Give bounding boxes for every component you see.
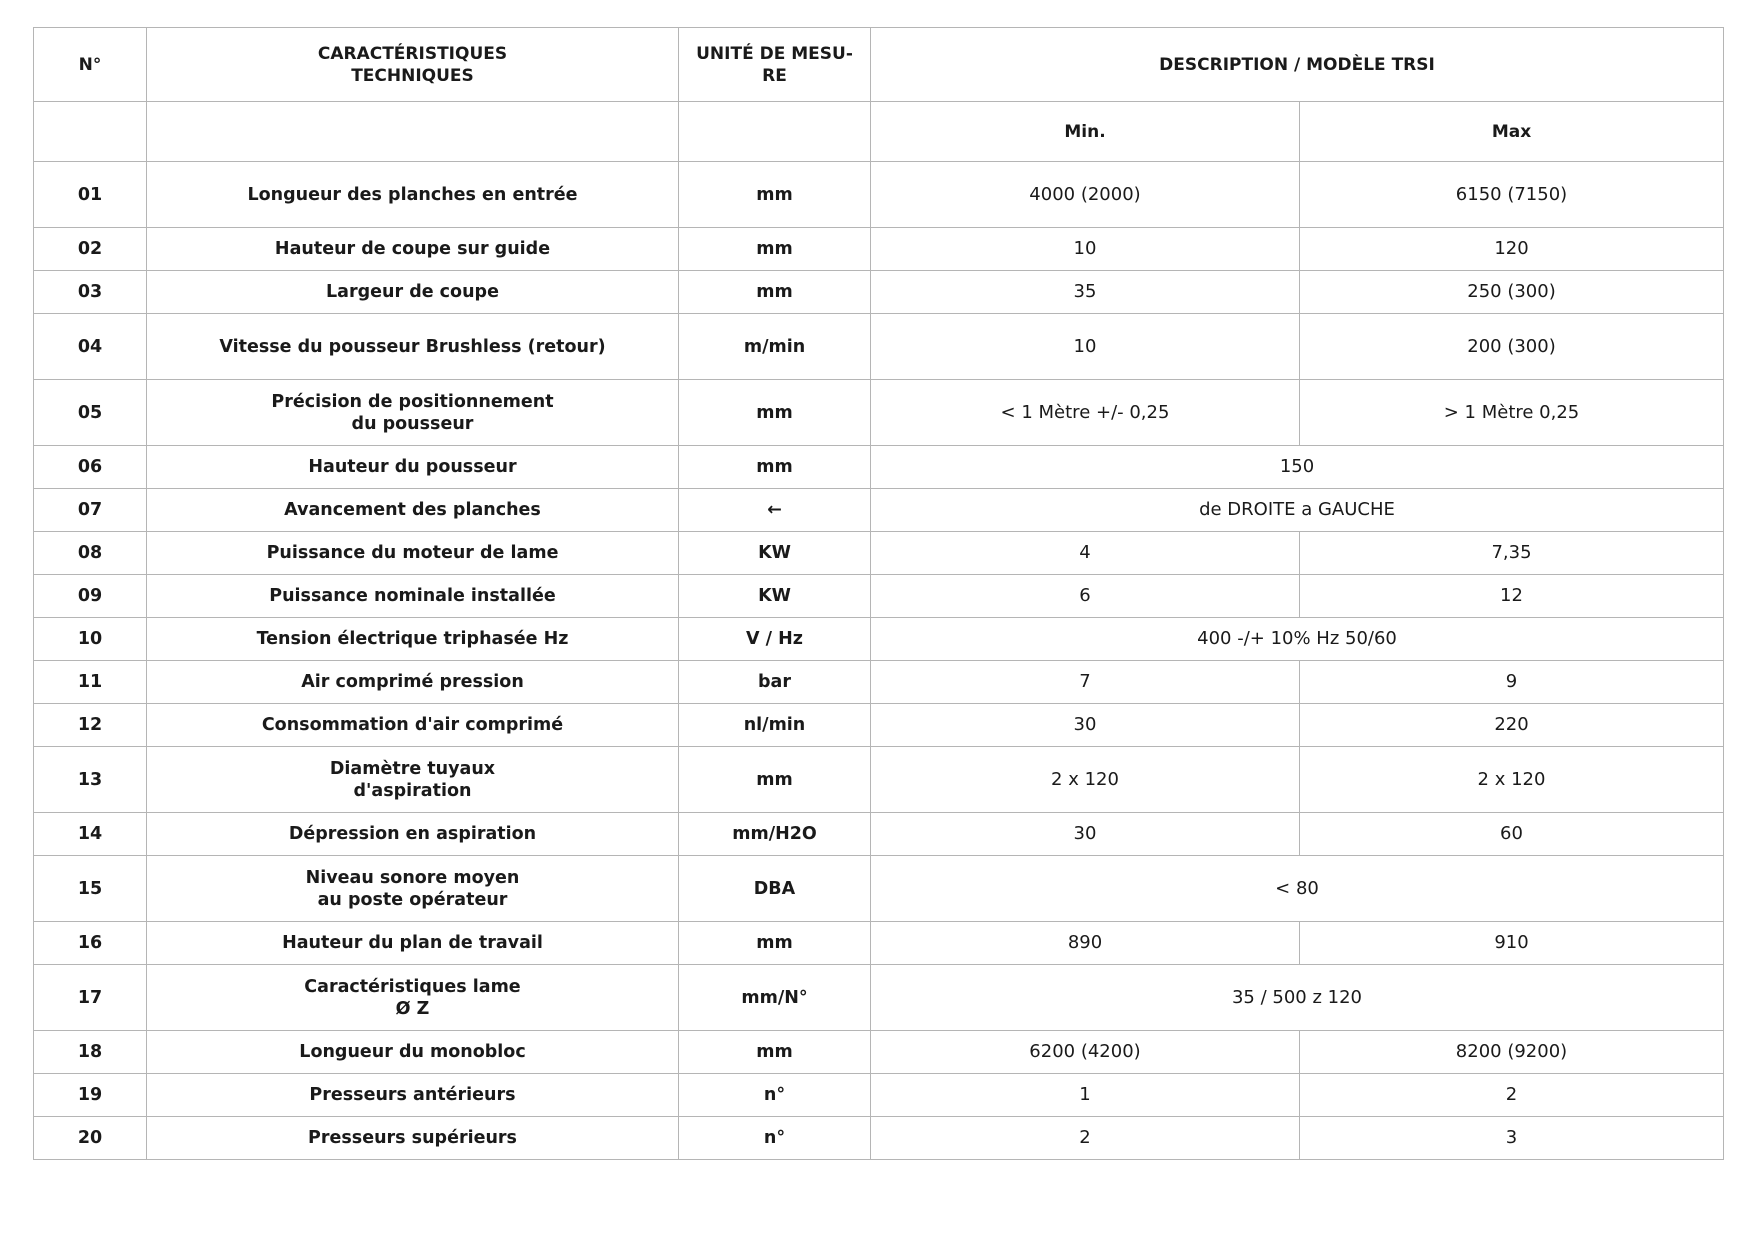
row-value-span: 400 -/+ 10% Hz 50/60 xyxy=(871,618,1724,661)
row-number: 07 xyxy=(34,489,147,532)
row-value-max: 2 x 120 xyxy=(1300,747,1724,813)
row-value-min: 35 xyxy=(871,271,1300,314)
table-row xyxy=(34,1117,1724,1160)
row-characteristic xyxy=(147,856,679,922)
table-row xyxy=(34,704,1724,747)
row-number: 20 xyxy=(34,1117,147,1160)
col-header-number: N° xyxy=(34,28,147,102)
row-characteristic-line: Hauteur de coupe sur guide xyxy=(274,239,551,259)
subheader-empty-characteristics xyxy=(147,102,679,162)
row-number: 02 xyxy=(34,228,147,271)
row-value-max: 7,35 xyxy=(1300,532,1724,575)
row-unit: mm xyxy=(679,380,871,446)
row-unit: ← xyxy=(679,489,871,532)
row-characteristic xyxy=(147,618,679,661)
row-number: 06 xyxy=(34,446,147,489)
row-unit: mm xyxy=(679,446,871,489)
table-row xyxy=(34,661,1724,704)
row-number: 10 xyxy=(34,618,147,661)
row-characteristic-line: Ø Z xyxy=(395,998,430,1019)
subheader-empty-number xyxy=(34,102,147,162)
row-unit: n° xyxy=(679,1074,871,1117)
row-characteristic xyxy=(147,380,679,446)
row-unit: mm xyxy=(679,228,871,271)
row-number: 19 xyxy=(34,1074,147,1117)
row-number: 09 xyxy=(34,575,147,618)
col-header-unit xyxy=(679,28,871,102)
row-characteristic-line: au poste opérateur xyxy=(317,889,508,910)
row-characteristic-line: Longueur des planches en entrée xyxy=(247,184,578,205)
row-characteristic xyxy=(147,1031,679,1074)
row-unit: mm/N° xyxy=(679,965,871,1031)
col-header-description: DESCRIPTION / MODÈLE TRSI xyxy=(871,28,1724,102)
row-value-min: 1 xyxy=(871,1074,1300,1117)
row-value-max: 120 xyxy=(1300,228,1724,271)
row-unit: nl/min xyxy=(679,704,871,747)
col-header-unit-line2: RE xyxy=(762,65,787,86)
header-row xyxy=(34,28,1724,102)
row-number: 13 xyxy=(34,747,147,813)
row-characteristic xyxy=(147,271,679,314)
spec-table xyxy=(33,27,1724,1160)
row-characteristic-line: Dépression en aspiration xyxy=(288,824,537,844)
table-row xyxy=(34,228,1724,271)
row-number: 04 xyxy=(34,314,147,380)
row-unit: mm xyxy=(679,1031,871,1074)
row-characteristic-line: Caractéristiques lame xyxy=(304,976,521,997)
row-value-min: 30 xyxy=(871,704,1300,747)
row-value-min: 6 xyxy=(871,575,1300,618)
table-row xyxy=(34,965,1724,1031)
table-row xyxy=(34,532,1724,575)
row-value-max: 3 xyxy=(1300,1117,1724,1160)
row-value-max: 60 xyxy=(1300,813,1724,856)
row-value-max: 2 xyxy=(1300,1074,1724,1117)
col-header-characteristics xyxy=(147,28,679,102)
row-characteristic xyxy=(147,314,679,380)
row-characteristic-line: Diamètre tuyaux xyxy=(329,758,496,779)
col-header-characteristics-line2: TECHNIQUES xyxy=(351,65,474,86)
row-characteristic xyxy=(147,813,679,856)
row-characteristic-line: Hauteur du plan de travail xyxy=(282,933,543,953)
row-characteristic-line: Puissance nominale installée xyxy=(269,586,556,606)
row-value-max: 12 xyxy=(1300,575,1724,618)
subheader-row xyxy=(34,102,1724,162)
row-characteristic-line: Puissance du moteur de lame xyxy=(266,543,559,563)
row-unit: mm xyxy=(679,747,871,813)
row-value-max: 9 xyxy=(1300,661,1724,704)
row-characteristic xyxy=(147,1117,679,1160)
row-value-max: 8200 (9200) xyxy=(1300,1031,1724,1074)
subheader-min: Min. xyxy=(871,102,1300,162)
row-number: 15 xyxy=(34,856,147,922)
row-unit: mm xyxy=(679,162,871,228)
row-characteristic xyxy=(147,575,679,618)
row-characteristic xyxy=(147,228,679,271)
row-unit: V / Hz xyxy=(679,618,871,661)
row-characteristic xyxy=(147,965,679,1031)
col-header-unit-line1: UNITÉ DE MESU- xyxy=(696,43,853,64)
row-unit: mm/H2O xyxy=(679,813,871,856)
row-characteristic-line: Hauteur du pousseur xyxy=(308,457,517,477)
row-characteristic xyxy=(147,661,679,704)
row-number: 03 xyxy=(34,271,147,314)
row-unit: bar xyxy=(679,661,871,704)
row-value-min: 30 xyxy=(871,813,1300,856)
row-value-min: 4000 (2000) xyxy=(871,162,1300,228)
col-header-characteristics-line1: CARACTÉRISTIQUES xyxy=(317,43,508,64)
row-value-min: 6200 (4200) xyxy=(871,1031,1300,1074)
row-number: 18 xyxy=(34,1031,147,1074)
row-characteristic-line: d'aspiration xyxy=(353,780,472,801)
row-number: 01 xyxy=(34,162,147,228)
table-row xyxy=(34,271,1724,314)
spec-table-body xyxy=(34,162,1724,1160)
row-value-span: 150 xyxy=(871,446,1724,489)
row-characteristic-line: Vitesse du pousseur Brushless (retour) xyxy=(219,336,606,357)
row-value-min: 890 xyxy=(871,922,1300,965)
row-characteristic-line: Longueur du monobloc xyxy=(299,1042,526,1062)
row-characteristic-line: Presseurs antérieurs xyxy=(309,1085,516,1105)
table-row xyxy=(34,1031,1724,1074)
row-characteristic xyxy=(147,1074,679,1117)
row-number: 08 xyxy=(34,532,147,575)
row-unit: n° xyxy=(679,1117,871,1160)
table-row xyxy=(34,618,1724,661)
row-unit: mm xyxy=(679,922,871,965)
row-value-min: 2 xyxy=(871,1117,1300,1160)
row-unit: KW xyxy=(679,575,871,618)
row-unit: mm xyxy=(679,271,871,314)
table-row xyxy=(34,575,1724,618)
row-value-max: 250 (300) xyxy=(1300,271,1724,314)
table-row xyxy=(34,1074,1724,1117)
row-number: 16 xyxy=(34,922,147,965)
row-characteristic xyxy=(147,532,679,575)
row-value-min: 7 xyxy=(871,661,1300,704)
row-unit: DBA xyxy=(679,856,871,922)
row-characteristic-line: Air comprimé pression xyxy=(301,672,524,692)
subheader-empty-unit xyxy=(679,102,871,162)
row-unit: m/min xyxy=(679,314,871,380)
row-value-max: 200 (300) xyxy=(1300,314,1724,380)
row-characteristic-line: Précision de positionnement xyxy=(271,391,554,412)
row-value-min: 2 x 120 xyxy=(871,747,1300,813)
row-characteristic-line: Avancement des planches xyxy=(284,500,541,520)
table-row xyxy=(34,314,1724,380)
row-characteristic-line: du pousseur xyxy=(351,413,474,434)
table-row xyxy=(34,922,1724,965)
row-value-min: 10 xyxy=(871,314,1300,380)
row-characteristic-line: Largeur de coupe xyxy=(326,282,499,302)
table-row xyxy=(34,380,1724,446)
table-row xyxy=(34,813,1724,856)
row-characteristic xyxy=(147,446,679,489)
table-row xyxy=(34,162,1724,228)
subheader-max: Max xyxy=(1300,102,1724,162)
table-row xyxy=(34,446,1724,489)
row-characteristic xyxy=(147,704,679,747)
row-value-max: 220 xyxy=(1300,704,1724,747)
row-value-max: 6150 (7150) xyxy=(1300,162,1724,228)
row-value-min: < 1 Mètre +/- 0,25 xyxy=(871,380,1300,446)
row-characteristic-line: Tension électrique triphasée Hz xyxy=(256,629,569,649)
row-characteristic xyxy=(147,162,679,228)
row-value-span: < 80 xyxy=(871,856,1724,922)
row-value-min: 4 xyxy=(871,532,1300,575)
row-number: 17 xyxy=(34,965,147,1031)
row-characteristic xyxy=(147,747,679,813)
row-number: 11 xyxy=(34,661,147,704)
row-number: 05 xyxy=(34,380,147,446)
row-number: 14 xyxy=(34,813,147,856)
row-characteristic-line: Consommation d'air comprimé xyxy=(261,715,564,735)
row-unit: KW xyxy=(679,532,871,575)
row-characteristic-line: Presseurs supérieurs xyxy=(308,1128,517,1148)
table-row xyxy=(34,489,1724,532)
row-value-span: de DROITE a GAUCHE xyxy=(871,489,1724,532)
table-row xyxy=(34,856,1724,922)
row-value-span: 35 / 500 z 120 xyxy=(871,965,1724,1031)
table-row xyxy=(34,747,1724,813)
row-characteristic xyxy=(147,489,679,532)
row-number: 12 xyxy=(34,704,147,747)
row-value-max: > 1 Mètre 0,25 xyxy=(1300,380,1724,446)
row-characteristic xyxy=(147,922,679,965)
row-characteristic-line: Niveau sonore moyen xyxy=(305,867,520,888)
row-value-max: 910 xyxy=(1300,922,1724,965)
row-value-min: 10 xyxy=(871,228,1300,271)
